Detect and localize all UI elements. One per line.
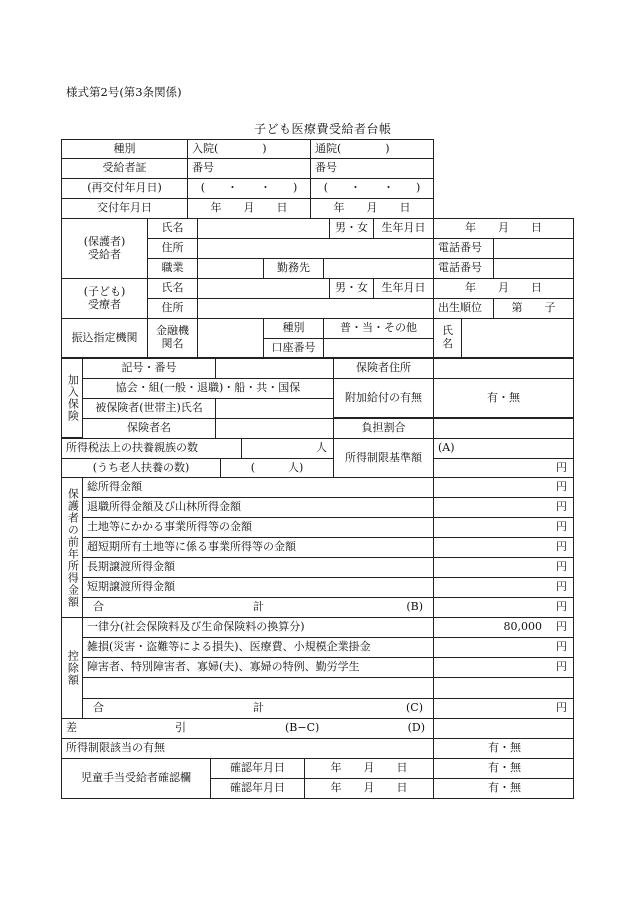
bango-field-2[interactable]: 番号 xyxy=(310,158,434,179)
rojin-field[interactable]: ( 人) xyxy=(220,458,334,478)
hokensha-jusho-field[interactable] xyxy=(433,358,574,379)
jidou-kakunin-label-2: 確認年月日 xyxy=(210,778,305,799)
ded-total-b: 計 xyxy=(253,701,264,715)
child-sex[interactable]: 男・女 xyxy=(329,278,374,299)
prev-amount-2[interactable]: 円 xyxy=(433,497,574,518)
koza-label: 口座番号 xyxy=(263,338,324,358)
bc-label: (B−C) xyxy=(285,721,320,735)
ded-total-a: 合 xyxy=(93,701,104,715)
rojin-label: (うち老人扶養の数) xyxy=(61,458,221,478)
guardian-name-field[interactable] xyxy=(197,218,330,239)
form-title: 子ども医療費受給者台帳 xyxy=(254,122,392,136)
hiki-label: 引 xyxy=(175,721,186,735)
bank-types[interactable]: 普・当・その他 xyxy=(323,318,434,339)
ded-row-3: 障害者、特別障害者、寡婦(夫)、寡婦の特例、勤労学生 xyxy=(82,657,434,678)
jidou-date-2[interactable]: 年 月 日 xyxy=(304,778,434,799)
fuyo-label: 所得税法上の扶養親族の数 xyxy=(61,438,242,459)
guardian-label: (保護者) 受給者 xyxy=(61,218,148,279)
deduction-label: 控除額 xyxy=(61,617,83,719)
bank-shubetsu-label: 種別 xyxy=(263,318,324,339)
prev-row-2: 退職所得金額及び山林所得金額 xyxy=(82,497,434,518)
shokugyo-label: 職業 xyxy=(147,258,198,279)
jidou-date-1[interactable]: 年 月 日 xyxy=(304,758,434,779)
guardian-address-field[interactable] xyxy=(197,238,434,259)
D-label: (D) xyxy=(407,721,425,735)
prev-total-a: 合 xyxy=(93,600,104,614)
kinmusaki-field[interactable] xyxy=(323,258,434,279)
ded-total-amount[interactable]: 円 xyxy=(433,698,574,719)
guardian-birth-date[interactable]: 年 月 日 xyxy=(433,218,574,239)
shussei-juni-field[interactable]: 第 子 xyxy=(493,298,574,319)
saikofu-label: (再交付年月日) xyxy=(61,178,188,199)
prev-row-4: 超短期所有土地等に係る事業所得等の金額 xyxy=(82,537,434,558)
hihokensha-field[interactable] xyxy=(215,398,334,419)
guardian-address-label: 住所 xyxy=(147,238,198,259)
kinmusaki-label: 勤務先 xyxy=(263,258,324,279)
child-address-field[interactable] xyxy=(197,298,434,319)
ded-total-row xyxy=(82,698,434,719)
prev-amount-4[interactable]: 円 xyxy=(433,537,574,558)
prev-amount-3[interactable]: 円 xyxy=(433,517,574,538)
gaito-label: 所得制限該当の有無 xyxy=(61,738,434,759)
guardian-phone-field-1[interactable] xyxy=(493,238,574,259)
shussei-juni-label: 出生順位 xyxy=(433,298,494,319)
hokensha-jusho-label: 保険者住所 xyxy=(333,358,434,379)
saikofu-date-2[interactable]: ( ・ ・ ) xyxy=(310,178,434,199)
bank-label: 振込指定機関 xyxy=(61,318,148,358)
prev-row-3: 土地等にかかる事業所得等の金額 xyxy=(82,517,434,538)
koza-field[interactable] xyxy=(323,338,434,358)
futan-label: 負担割合 xyxy=(333,418,434,439)
guardian-sex[interactable]: 男・女 xyxy=(329,218,374,239)
ded-row-4 xyxy=(82,677,434,699)
guardian-phone-label-2: 電話番号 xyxy=(433,258,494,279)
ded-yen-1: 円 xyxy=(556,620,567,634)
hokensha-mei-field[interactable] xyxy=(215,418,334,439)
ded-row-2: 雑損(災害・盗難等による損失)、医療費、小規模企業掛金 xyxy=(82,637,434,658)
child-birth-date[interactable]: 年 月 日 xyxy=(433,278,574,299)
jidou-kakunin-label-1: 確認年月日 xyxy=(210,758,305,779)
ded-amount-3[interactable]: 円 xyxy=(433,657,574,678)
shubetsu-label: 種別 xyxy=(61,139,188,159)
prev-row-1: 総所得金額 xyxy=(82,477,434,498)
insurance-label: 加入保険 xyxy=(61,358,83,438)
ded-amount-2[interactable]: 円 xyxy=(433,637,574,658)
kofu-date-1[interactable]: 年 月 日 xyxy=(187,198,311,219)
prev-row-5: 長期譲渡所得金額 xyxy=(82,557,434,578)
meigi-label: 氏 名 xyxy=(433,318,462,358)
meigi-field[interactable] xyxy=(461,318,574,358)
prev-total-b: 計 xyxy=(253,600,264,614)
seigen-A: (A) xyxy=(433,438,574,459)
ded-total-C: (C) xyxy=(406,701,423,715)
kofu-date-2[interactable]: 年 月 日 xyxy=(310,198,434,219)
tsuin-field[interactable]: 通院( ) xyxy=(310,139,434,159)
jidou-value-2[interactable]: 有・無 xyxy=(433,778,574,799)
gaito-value[interactable]: 有・無 xyxy=(433,738,574,759)
futan-field[interactable] xyxy=(433,418,574,439)
jidou-value-1[interactable]: 有・無 xyxy=(433,758,574,779)
prev-income-label: 保護者の前年所得金額 xyxy=(61,477,83,618)
shokugyo-field[interactable] xyxy=(197,258,264,279)
fuyo-field[interactable]: 人 xyxy=(241,438,334,459)
prev-row-6: 短期譲渡所得金額 xyxy=(82,577,434,598)
sahiki-row xyxy=(61,718,434,739)
kinyu-label: 金融機 関名 xyxy=(147,318,198,358)
guardian-birth-label: 生年月日 xyxy=(373,218,434,239)
child-name-field[interactable] xyxy=(197,278,330,299)
ded-amount-4[interactable] xyxy=(433,677,574,699)
fuka-label: 附加給付の有無 xyxy=(333,378,434,418)
fuka-value[interactable]: 有・無 xyxy=(433,378,574,418)
seigen-amount[interactable]: 円 xyxy=(433,458,574,478)
nyuin-field[interactable]: 入院( ) xyxy=(187,139,311,159)
saikofu-date-1[interactable]: ( ・ ・ ) xyxy=(187,178,311,199)
sahiki-amount[interactable] xyxy=(433,718,574,739)
insurance-types[interactable]: 協会・組(一般・退職)・船・共・国保 xyxy=(82,378,334,399)
kigo-field[interactable] xyxy=(215,358,334,379)
form-number: 様式第2号(第3条関係) xyxy=(66,85,182,99)
prev-amount-6[interactable]: 円 xyxy=(433,577,574,598)
guardian-phone-label-1: 電話番号 xyxy=(433,238,494,259)
jidou-label: 児童手当受給者確認欄 xyxy=(61,758,211,799)
ded-amount-1[interactable] xyxy=(433,617,574,638)
jukyusha-sho-label: 受給者証 xyxy=(61,158,188,179)
bango-field-1[interactable]: 番号 xyxy=(187,158,311,179)
kinyu-field[interactable] xyxy=(197,318,264,358)
guardian-name-label: 氏名 xyxy=(147,218,198,239)
kofu-label: 交付年月日 xyxy=(61,198,188,219)
ded-row-1: 一律分(社会保険料及び生命保険料の換算分) xyxy=(82,617,434,638)
hihokensha-label: 被保険者(世帯主)氏名 xyxy=(82,398,216,419)
child-label: (子ども) 受療者 xyxy=(61,278,148,319)
sa-label: 差 xyxy=(66,721,77,735)
ichiritsu-amount: 80,000 xyxy=(503,620,542,634)
prev-total-row xyxy=(82,597,434,618)
guardian-phone-field-2[interactable] xyxy=(493,258,574,279)
kigo-label: 記号・番号 xyxy=(82,358,216,379)
prev-total-B: (B) xyxy=(406,600,423,614)
child-name-label: 氏名 xyxy=(147,278,198,299)
seigen-label: 所得制限基準額 xyxy=(333,438,434,478)
child-birth-label: 生年月日 xyxy=(373,278,434,299)
prev-amount-1[interactable]: 円 xyxy=(433,477,574,498)
hokensha-mei-label: 保険者名 xyxy=(82,418,216,439)
prev-total-amount[interactable]: 円 xyxy=(433,597,574,618)
prev-amount-5[interactable]: 円 xyxy=(433,557,574,578)
child-address-label: 住所 xyxy=(147,298,198,319)
